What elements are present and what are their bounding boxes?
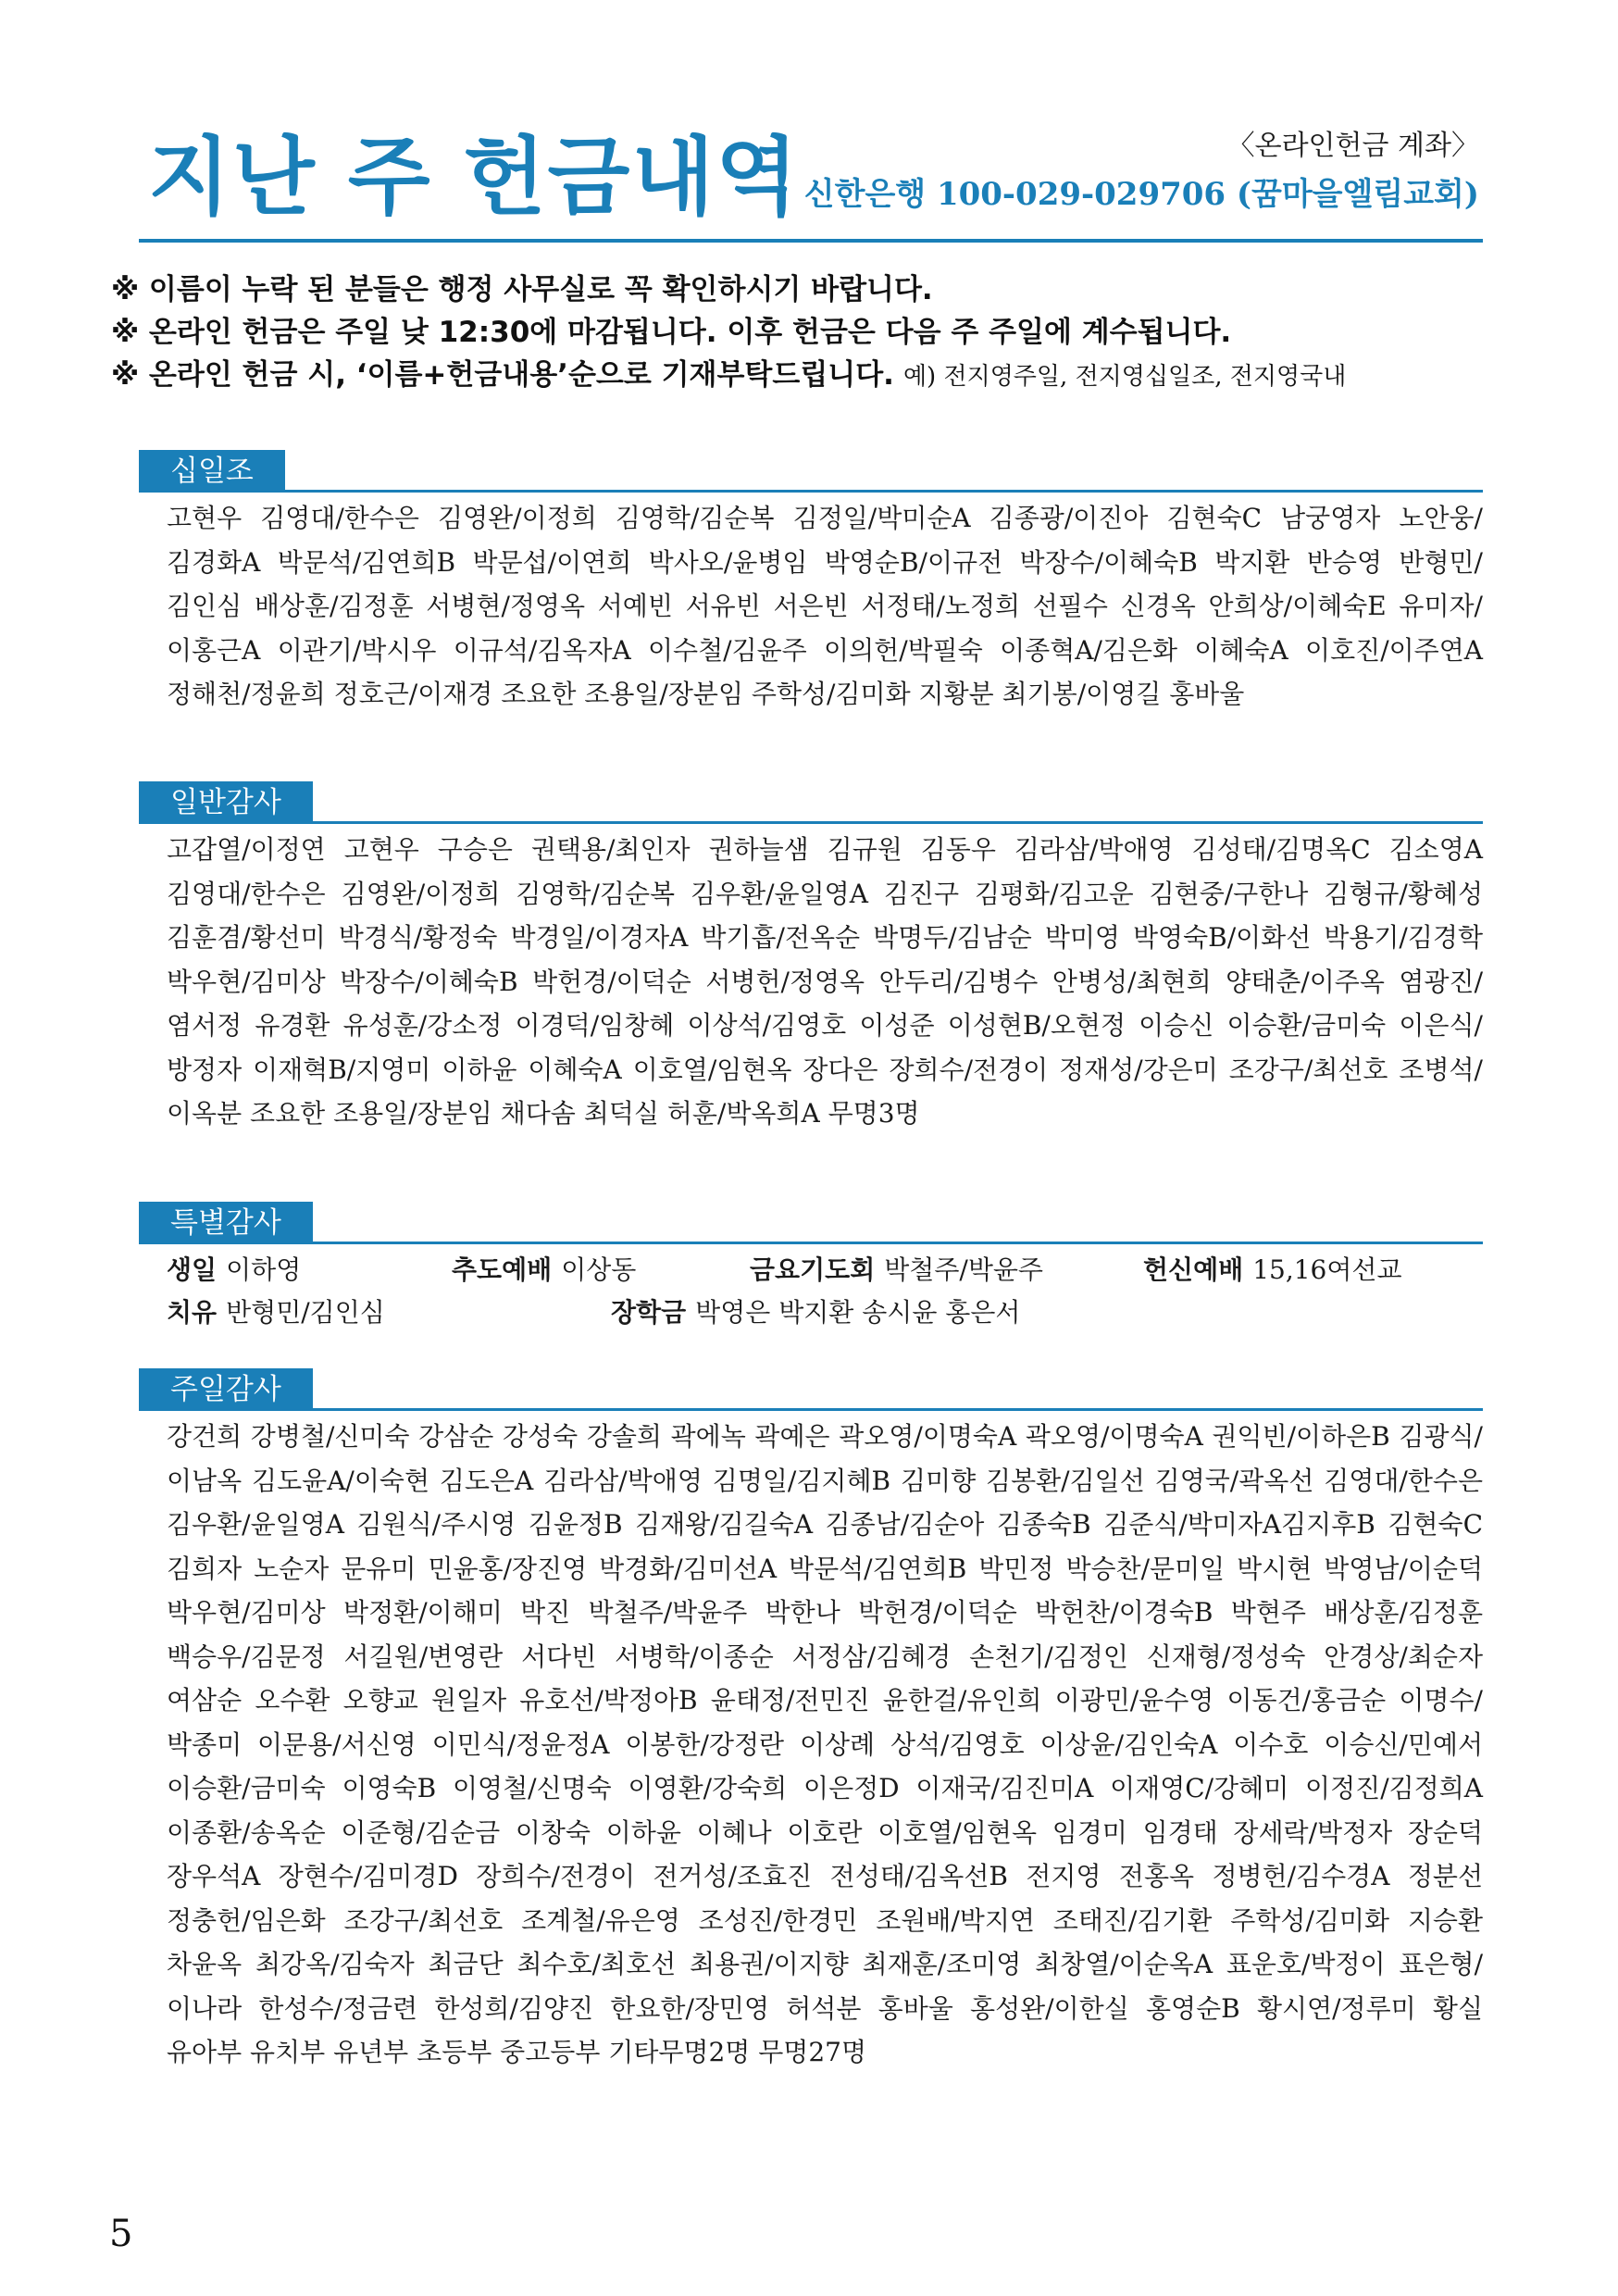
- section-general-thanks: [139, 781, 1483, 1136]
- section-header: [139, 781, 1483, 824]
- section-special-thanks: [139, 1202, 1483, 1339]
- special-item-value: 15,16여선교: [1252, 1254, 1402, 1285]
- section-names: 강건희 강병철/신미숙 강삼순 강성숙 강솔희 곽에녹 곽예은 곽오영/이명숙A 곽오영/이명숙A 권익빈/이하은B 김광식/이남옥 김도윤A/이숙현 김도은A 김라삼/박애영 김명일/김지혜B 김미향 김봉환/김일선 김영국/곽옥선 김영대/한수은 김우환/윤일영A 김원식/주시영 김윤정B 김재왕/김길숙A 김종남/김순아 김종숙B 김준식/박미자A김지후B 김현숙C 김희자 노순자 문유미 민윤홍/장진영 박경화/김미선A 박문석/김연희B 박민정 박승찬/문미일 박시현 박영남/이순덕 박우현/김미상 박정환/이해미 박진 박철주/박윤주 박한나 박헌경/이덕순 박헌찬/이경숙B 박현주 배상훈/김정훈 백승우/김문정 서길원/변영란 서다빈 서병학/이종순 서정삼/김혜경 손천기/김정인 신재형/정성숙 안경상/최순자 여삼순 오수환 오향교 원일자 유호선/박정아B 윤태정/전민진 윤한걸/유인희 이광민/윤수영 이동건/홍금순 이명수/박종미 이문용/서신영 이민식/정윤정A 이봉한/강정란 이상례 상석/김영호 이상윤/김인숙A 이수호 이승신/민예서 이승환/금미숙 이영숙B 이영철/신명숙 이영환/강숙희 이은정D 이재국/김진미A 이재영C/강혜미 이정진/김정희A 이종환/송옥순 이준형/김순금 이창숙 이하윤 이혜나 이호란 이호열/임현옥 임경미 임경태 장세락/박정자 장순덕 장우석A 장현수/김미경D 장희수/전경이 전거성/조효진 전성태/김옥선B 전지영 전홍옥 정병헌/김수경A 정분선 정충헌/임은화 조강구/최선호 조계철/유은영 조성진/한경민 조원배/박지연 조태진/김기환 주학성/김미화 지승환 차윤옥 최강옥/김숙자 최금단 최수호/최호선 최용권/이지향 최재훈/조미영 최창열/이순옥A 표운호/박정이 표은형/이나라 한성수/정금련 한성희/김양진 한요한/장민영 허석분 홍바울 홍성완/이한실 홍영순B 황시연/정루미 황실 유아부 유치부 유년부 초등부 중고등부 기타무명2명 무명27명: [167, 1421, 1483, 2067]
- special-item-label: 치유: [167, 1297, 218, 1328]
- page-title: 지난 주 헌금내역: [148, 128, 801, 227]
- special-item-dedication: [1143, 1250, 1402, 1291]
- section-names: 고현우 김영대/한수은 김영완/이정희 김영학/김순복 김정일/박미순A 김종광/이진아 김현숙C 남궁영자 노안웅/김경화A 박문석/김연희B 박문섭/이연희 박사오/윤병임 박영순B/이규전 박장수/이혜숙B 박지환 반승영 반형민/김인심 배상훈/김정훈 서병현/정영옥 서예빈 서유빈 서은빈 서정태/노정희 선필수 신경옥 안희상/이혜숙E 유미자/이홍근A 이관기/박시우 이규석/김옥자A 이수철/김윤주 이의헌/박필숙 이종혁A/김은화 이혜숙A 이호진/이주연A 정해천/정윤희 정호근/이재경 조요한 조용일/장분임 주학성/김미화 지황분 최기봉/이영길 홍바울: [167, 503, 1483, 709]
- section-header: [139, 1368, 1483, 1411]
- special-item-label: 장학금: [611, 1297, 687, 1328]
- special-item-scholarship: [611, 1292, 1020, 1333]
- section-label: 일반감사: [139, 781, 313, 824]
- special-item-value: 반형민/김인심: [226, 1297, 385, 1328]
- special-thanks-grid: [139, 1250, 1483, 1339]
- notice-format: [111, 354, 1500, 398]
- section-header: [139, 1202, 1483, 1244]
- special-item-friday-prayer: [750, 1250, 1043, 1291]
- notice-missing-names: ※ 이름이 누락 된 분들은 행정 사무실로 꼭 확인하시기 바랍니다.: [111, 273, 933, 306]
- special-item-label: 추도예배: [452, 1254, 553, 1285]
- special-item-label: 생일: [167, 1254, 218, 1285]
- special-item-value: 박철주/박윤주: [884, 1254, 1043, 1285]
- section-label: 주일감사: [139, 1368, 313, 1411]
- account-label: 〈온라인헌금 계좌〉: [1226, 130, 1479, 162]
- special-item-healing: [167, 1292, 385, 1333]
- page-number: 5: [109, 2213, 133, 2255]
- account-info: 신한은행 100-029-029706 (꿈마을엘림교회): [803, 176, 1479, 213]
- special-item-label: 금요기도회: [750, 1254, 876, 1285]
- notice-deadline: ※ 온라인 헌금은 주일 낮 12:30에 마감됩니다. 이후 헌금은 다음 주 주일에 계수됩니다.: [111, 316, 1232, 349]
- notice-example: 예) 전지영주일, 전지영십일조, 전지영국내: [902, 363, 1347, 391]
- special-item-birthday: [167, 1250, 301, 1291]
- special-item-label: 헌신예배: [1143, 1254, 1244, 1285]
- notice-format-text: ※ 온라인 헌금 시, ‘이름+헌금내용’순으로 기재부탁드립니다.: [111, 358, 894, 392]
- section-rule: [139, 490, 1483, 493]
- special-item-memorial: [452, 1250, 636, 1291]
- section-tithe: [139, 450, 1483, 717]
- section-rule: [139, 1408, 1483, 1411]
- section-names: 고갑열/이정연 고현우 구승은 권택용/최인자 권하늘샘 김규원 김동우 김라삼/박애영 김성태/김명옥C 김소영A 김영대/한수은 김영완/이정희 김영학/김순복 김우환/윤일영A 김진구 김평화/김고운 김현중/구한나 김형규/황혜성 김훈겸/황선미 박경식/황정숙 박경일/이경자A 박기흡/전옥순 박명두/김남순 박미영 박영숙B/이화선 박용기/김경학 박우현/김미상 박장수/이혜숙B 박헌경/이덕순 서병헌/정영옥 안두리/김병수 안병성/최현희 양태춘/이주옥 염광진/염서정 유경환 유성훈/강소정 이경덕/임창혜 이상석/김영호 이성준 이성현B/오현정 이승신 이승환/금미숙 이은식/방정자 이재혁B/지영미 이하윤 이혜숙A 이호열/임현옥 장다은 장희수/전경이 정재성/강은미 조강구/최선호 조병석/이옥분 조요한 조용일/장분임 채다솜 최덕실 허훈/박옥희A 무명3명: [167, 834, 1483, 1129]
- special-item-value: 이하영: [226, 1254, 302, 1285]
- special-item-value: 이상동: [561, 1254, 637, 1285]
- section-header: [139, 450, 1483, 493]
- special-item-value: 박영은 박지환 송시윤 홍은서: [695, 1297, 1021, 1328]
- title-rule: [139, 239, 1483, 243]
- section-sunday-thanks: [139, 1368, 1483, 2075]
- section-rule: [139, 1242, 1483, 1244]
- section-rule: [139, 821, 1483, 824]
- notice-list: [111, 268, 1500, 398]
- section-label: 십일조: [139, 450, 285, 493]
- section-label: 특별감사: [139, 1202, 313, 1244]
